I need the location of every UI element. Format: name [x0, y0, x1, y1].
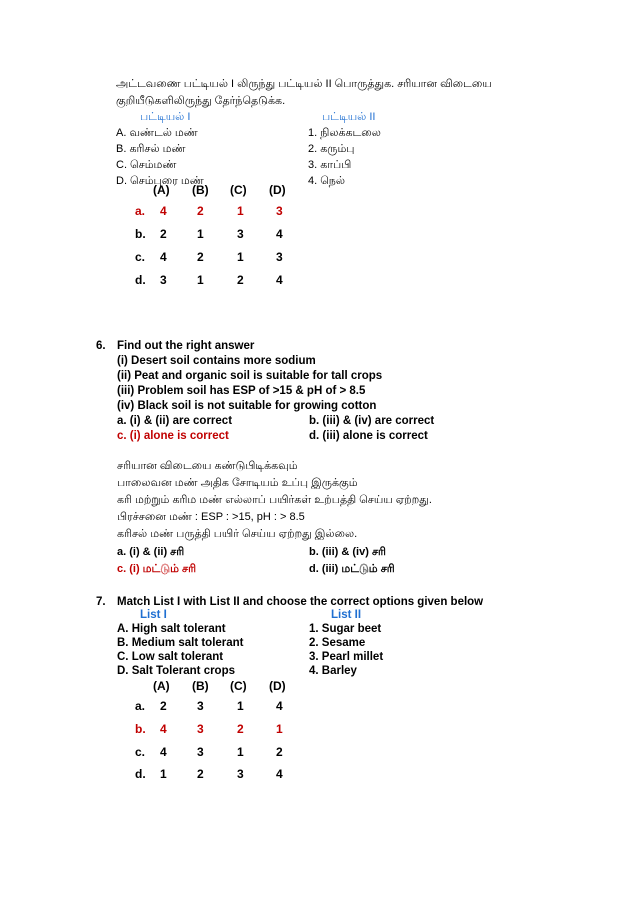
q5-option-value: 3: [160, 273, 167, 287]
q7-option-value: 3: [197, 699, 204, 713]
q7-list1-item: D. Salt Tolerant crops: [117, 665, 236, 677]
q5-list2-item: 1. நிலக்கடலை: [308, 127, 381, 139]
q5-option-letter: a.: [135, 204, 146, 218]
q7-option-value: 4: [276, 699, 283, 713]
q7-option-value: 3: [197, 745, 204, 759]
q7-col-header: (C): [230, 679, 247, 693]
q5-intro-line2: குறியீடுகளிலிருந்து தேர்ந்தெடுக்க.: [116, 95, 286, 107]
q6-statement: (i) Desert soil contains more sodium: [117, 355, 316, 367]
q5-option-letter: d.: [135, 273, 146, 287]
q5-list2-item: 4. நெல்: [308, 175, 345, 187]
q5-option-value: 1: [237, 204, 244, 218]
q6-tamil-statement: பிரச்சனை மண் : ESP : >15, pH : > 8.5: [117, 511, 305, 523]
q5-option-value: 2: [197, 204, 204, 218]
q7-list2-item: 2. Sesame: [309, 637, 366, 649]
q5-list1-item: C. செம்மண்: [116, 159, 177, 171]
q7-option-value: 2: [276, 745, 283, 759]
q6-option-correct: c. (i) alone is correct: [117, 430, 229, 442]
q5-option-value: 4: [160, 250, 167, 264]
q7-col-header: (B): [192, 679, 209, 693]
q5-option-value: 1: [197, 273, 204, 287]
q5-option-value: 2: [160, 227, 167, 241]
q7-list2-header: List II: [331, 609, 362, 621]
q5-option-value: 4: [160, 204, 167, 218]
q7-col-header: (D): [269, 679, 286, 693]
q5-option-value: 2: [237, 273, 244, 287]
q7-option-letter: b.: [135, 722, 146, 736]
q5-col-header: (B): [192, 183, 209, 197]
q5-col-header: (A): [153, 183, 170, 197]
q7-option-value: 1: [237, 699, 244, 713]
q6-tamil-option-correct: c. (i) மட்டும் சரி: [117, 563, 197, 575]
q7-list1-item: B. Medium salt tolerant: [117, 637, 244, 649]
q7-option-value: 4: [160, 745, 167, 759]
q5-list1-item: A. வண்டல் மண்: [116, 127, 198, 139]
q7-option-letter: c.: [135, 745, 146, 759]
q6-tamil-option: d. (iii) மட்டும் சரி: [309, 563, 395, 575]
q6-statement: (iii) Problem soil has ESP of >15 & pH of > 8.5: [117, 385, 366, 397]
q5-list2-header: பட்டியல் II: [322, 111, 376, 123]
q5-option-value: 3: [276, 250, 283, 264]
q5-option-value: 2: [197, 250, 204, 264]
q5-option-value: 4: [276, 273, 283, 287]
q6-tamil-option: b. (iii) & (iv) சரி: [309, 546, 386, 558]
q7-option-value: 2: [197, 767, 204, 781]
q7-list1-item: C. Low salt tolerant: [117, 651, 224, 663]
q5-list2-item: 2. கரும்பு: [308, 143, 355, 155]
q7-option-value: 2: [160, 699, 167, 713]
q6-number: 6.: [96, 340, 106, 352]
q7-option-value: 1: [276, 722, 283, 736]
q6-tamil-title: சரியான விடையை கண்டுபிடிக்கவும்: [117, 460, 298, 472]
q7-list2-item: 4. Barley: [309, 665, 357, 677]
q7-list2-item: 3. Pearl millet: [309, 651, 384, 663]
q6-option: b. (iii) & (iv) are correct: [309, 415, 435, 427]
q5-list1-item: B. கரிசல் மண்: [116, 143, 186, 155]
q5-option-value: 1: [237, 250, 244, 264]
q5-option-value: 4: [276, 227, 283, 241]
q7-option-letter: a.: [135, 699, 146, 713]
q7-option-value: 3: [197, 722, 204, 736]
q5-col-header: (C): [230, 183, 247, 197]
q7-option-value: 1: [237, 745, 244, 759]
q6-tamil-statement: பாலைவன மண் அதிக சோடியம் உப்பு இருக்கும்: [117, 477, 358, 489]
q5-list1-header: பட்டியல் I: [140, 111, 191, 123]
q7-option-value: 1: [160, 767, 167, 781]
q6-option: d. (iii) alone is correct: [309, 430, 428, 442]
q6-title: Find out the right answer: [117, 340, 255, 352]
q5-option-letter: c.: [135, 250, 146, 264]
q5-intro-line1: அட்டவணை பட்டியல் I லிருந்து பட்டியல் II பொருத்துக. சரியான விடையை: [116, 78, 492, 90]
q7-option-value: 3: [237, 767, 244, 781]
q7-number: 7.: [96, 596, 106, 608]
q5-option-value: 3: [237, 227, 244, 241]
q7-option-value: 4: [276, 767, 283, 781]
q7-col-header: (A): [153, 679, 170, 693]
q7-list1-header: List I: [140, 609, 167, 621]
q5-col-header: (D): [269, 183, 286, 197]
q6-statement: (iv) Black soil is not suitable for growing cotton: [117, 400, 377, 412]
q6-tamil-statement: கரி மற்றும் கரிம மண் எல்லாப் பயிர்கள் உற்பத்தி செய்ய ஏற்றது.: [117, 494, 432, 506]
q5-list2-item: 3. காப்பி: [308, 159, 352, 171]
q5-option-value: 3: [276, 204, 283, 218]
q6-tamil-option: a. (i) & (ii) சரி: [117, 546, 185, 558]
q6-option: a. (i) & (ii) are correct: [117, 415, 233, 427]
q7-option-value: 2: [237, 722, 244, 736]
q5-option-value: 1: [197, 227, 204, 241]
q6-tamil-statement: கரிசல் மண் பருத்தி பயிர் செய்ய ஏற்றது இல்லை.: [117, 528, 358, 540]
q7-option-value: 4: [160, 722, 167, 736]
q7-option-letter: d.: [135, 767, 146, 781]
q7-list1-item: A. High salt tolerant: [117, 623, 226, 635]
q5-option-letter: b.: [135, 227, 146, 241]
q7-list2-item: 1. Sugar beet: [309, 623, 382, 635]
q6-statement: (ii) Peat and organic soil is suitable for tall crops: [117, 370, 383, 382]
q5-list1-item: D. செம்புரை மண்: [116, 175, 204, 187]
q7-title: Match List I with List II and choose the correct options given below: [117, 596, 484, 608]
